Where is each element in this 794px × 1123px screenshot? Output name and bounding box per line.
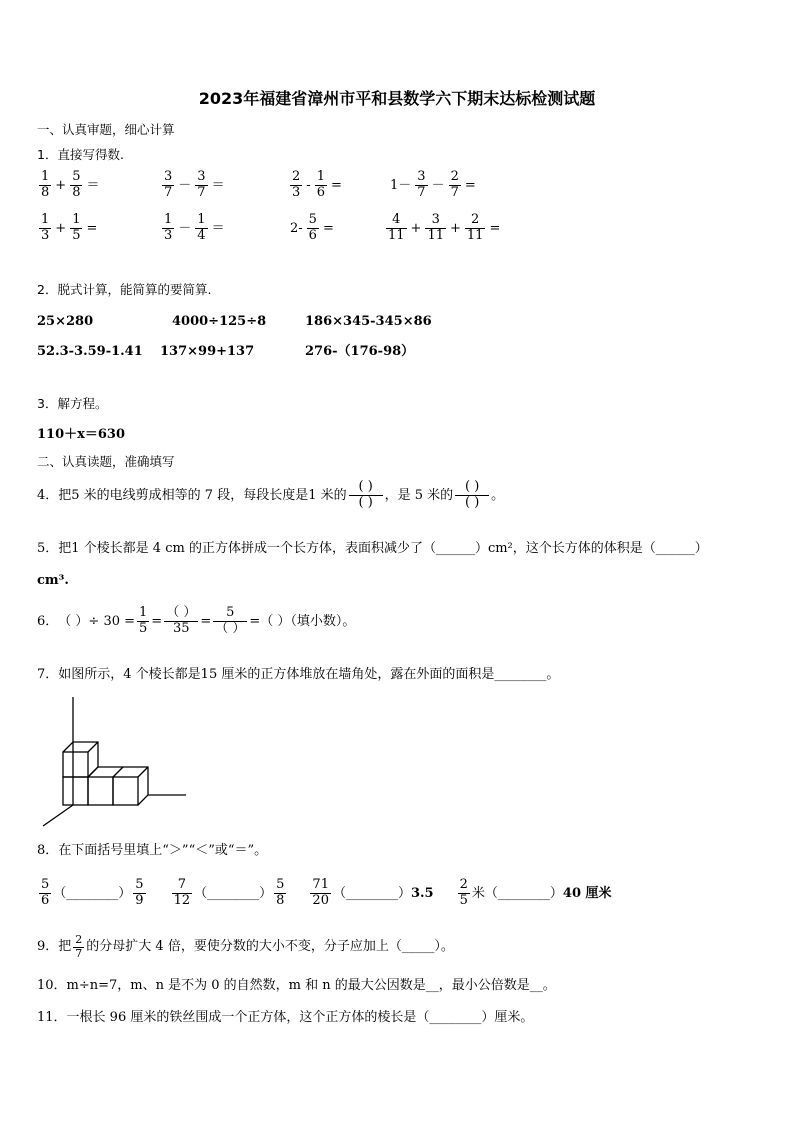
q8-comparisons: $\frac{5}{6}$ （________） $\frac{5}{9}$ $\frac{7}{12}$ （________） $\frac{5}{8}$ $\frac{71}{20}$ （________） 3.5 $\frac{2}{5}$ 米 （________） 40 厘米 bbox=[41, 877, 612, 908]
q2-item-2: 4000÷125÷8 bbox=[172, 314, 267, 329]
q11-text: 11．一根长 96 厘米的铁丝围成一个正方体，这个正方体的棱长是（________）厘米。 bbox=[37, 1010, 534, 1025]
q1-r2-d: $\frac{4}{11}$ + $\frac{3}{11}$ + $\frac{2}{11}$ = bbox=[388, 212, 501, 243]
q1-r1-a: $\frac{1}{8}$ + $\frac{5}{8}$ ＝ bbox=[41, 169, 100, 200]
q3-equation: 110＋x＝630 bbox=[37, 427, 126, 442]
q1-label: 1．直接写得数. bbox=[37, 147, 124, 162]
q8-label: 8．在下面括号里填上“＞”“＜”或“＝”。 bbox=[37, 843, 268, 858]
q7-text: 7．如图所示，4 个棱长都是15 厘米的正方体堆放在墙角处，露在外面的面积是________。 bbox=[37, 667, 560, 682]
cube-stack-figure bbox=[38, 695, 193, 830]
q5-unit: cm³. bbox=[37, 573, 69, 588]
q10-text: 10．m÷n=7，m、n 是不为 0 的自然数，m 和 n 的最大公因数是__，最小公倍数是__。 bbox=[37, 978, 556, 993]
q1-r1-d: 1－ $\frac{3}{7}$ － $\frac{2}{7}$ = bbox=[390, 169, 476, 200]
q1-r2-c: 2- $\frac{5}{6}$ = bbox=[290, 212, 334, 243]
q2-item-6: 276-（176-98） bbox=[305, 344, 415, 359]
q2-label: 2．脱式计算，能简算的要简算. bbox=[37, 282, 212, 297]
page-title: 2023年福建省漳州市平和县数学六下期末达标检测试题 bbox=[198, 89, 596, 108]
q2-item-5: 137×99+137 bbox=[160, 344, 255, 359]
q2-item-3: 186×345-345×86 bbox=[305, 314, 432, 329]
q2-item-1: 25×280 bbox=[37, 314, 94, 329]
q3-label: 3．解方程。 bbox=[37, 396, 108, 411]
q1-r1-b: $\frac{3}{7}$ － $\frac{3}{7}$ ＝ bbox=[164, 169, 225, 200]
q2-item-4: 52.3-3.59-1.41 bbox=[37, 344, 143, 359]
q9: 9．把 $\frac{2}{7}$ 的分母扩大 4 倍，要使分数的大小不变，分子应加上（_____）。 bbox=[37, 933, 454, 960]
q6: 6． （ ）÷ 30 = $\frac{1}{5}$ = $\frac{( )}{35}$ = $\frac{5}{( )}$ =（ ）（填小数）。 bbox=[37, 605, 356, 636]
section-2-heading: 二、认真读题，准确填写 bbox=[37, 454, 175, 469]
q1-r2-b: $\frac{1}{3}$ － $\frac{1}{4}$ ＝ bbox=[164, 212, 225, 243]
q1-r1-c: $\frac{2}{3}$ - $\frac{1}{6}$ = bbox=[292, 169, 342, 200]
section-1-heading: 一、认真审题，细心计算 bbox=[37, 122, 175, 137]
q4: 4．把5 米的电线剪成相等的 7 段，每段长度是1 米的 $\frac{( )}{( )}$ ，是 5 米的 $\frac{( )}{( )}$ 。 bbox=[37, 479, 505, 510]
q1-r2-a: $\frac{1}{3}$ + $\frac{1}{5}$ = bbox=[41, 212, 98, 243]
q5-text: 5．把1 个棱长都是 4 cm 的正方体拼成一个长方体，表面积减少了（______）cm²，这个长方体的体积是（______） bbox=[37, 541, 708, 556]
